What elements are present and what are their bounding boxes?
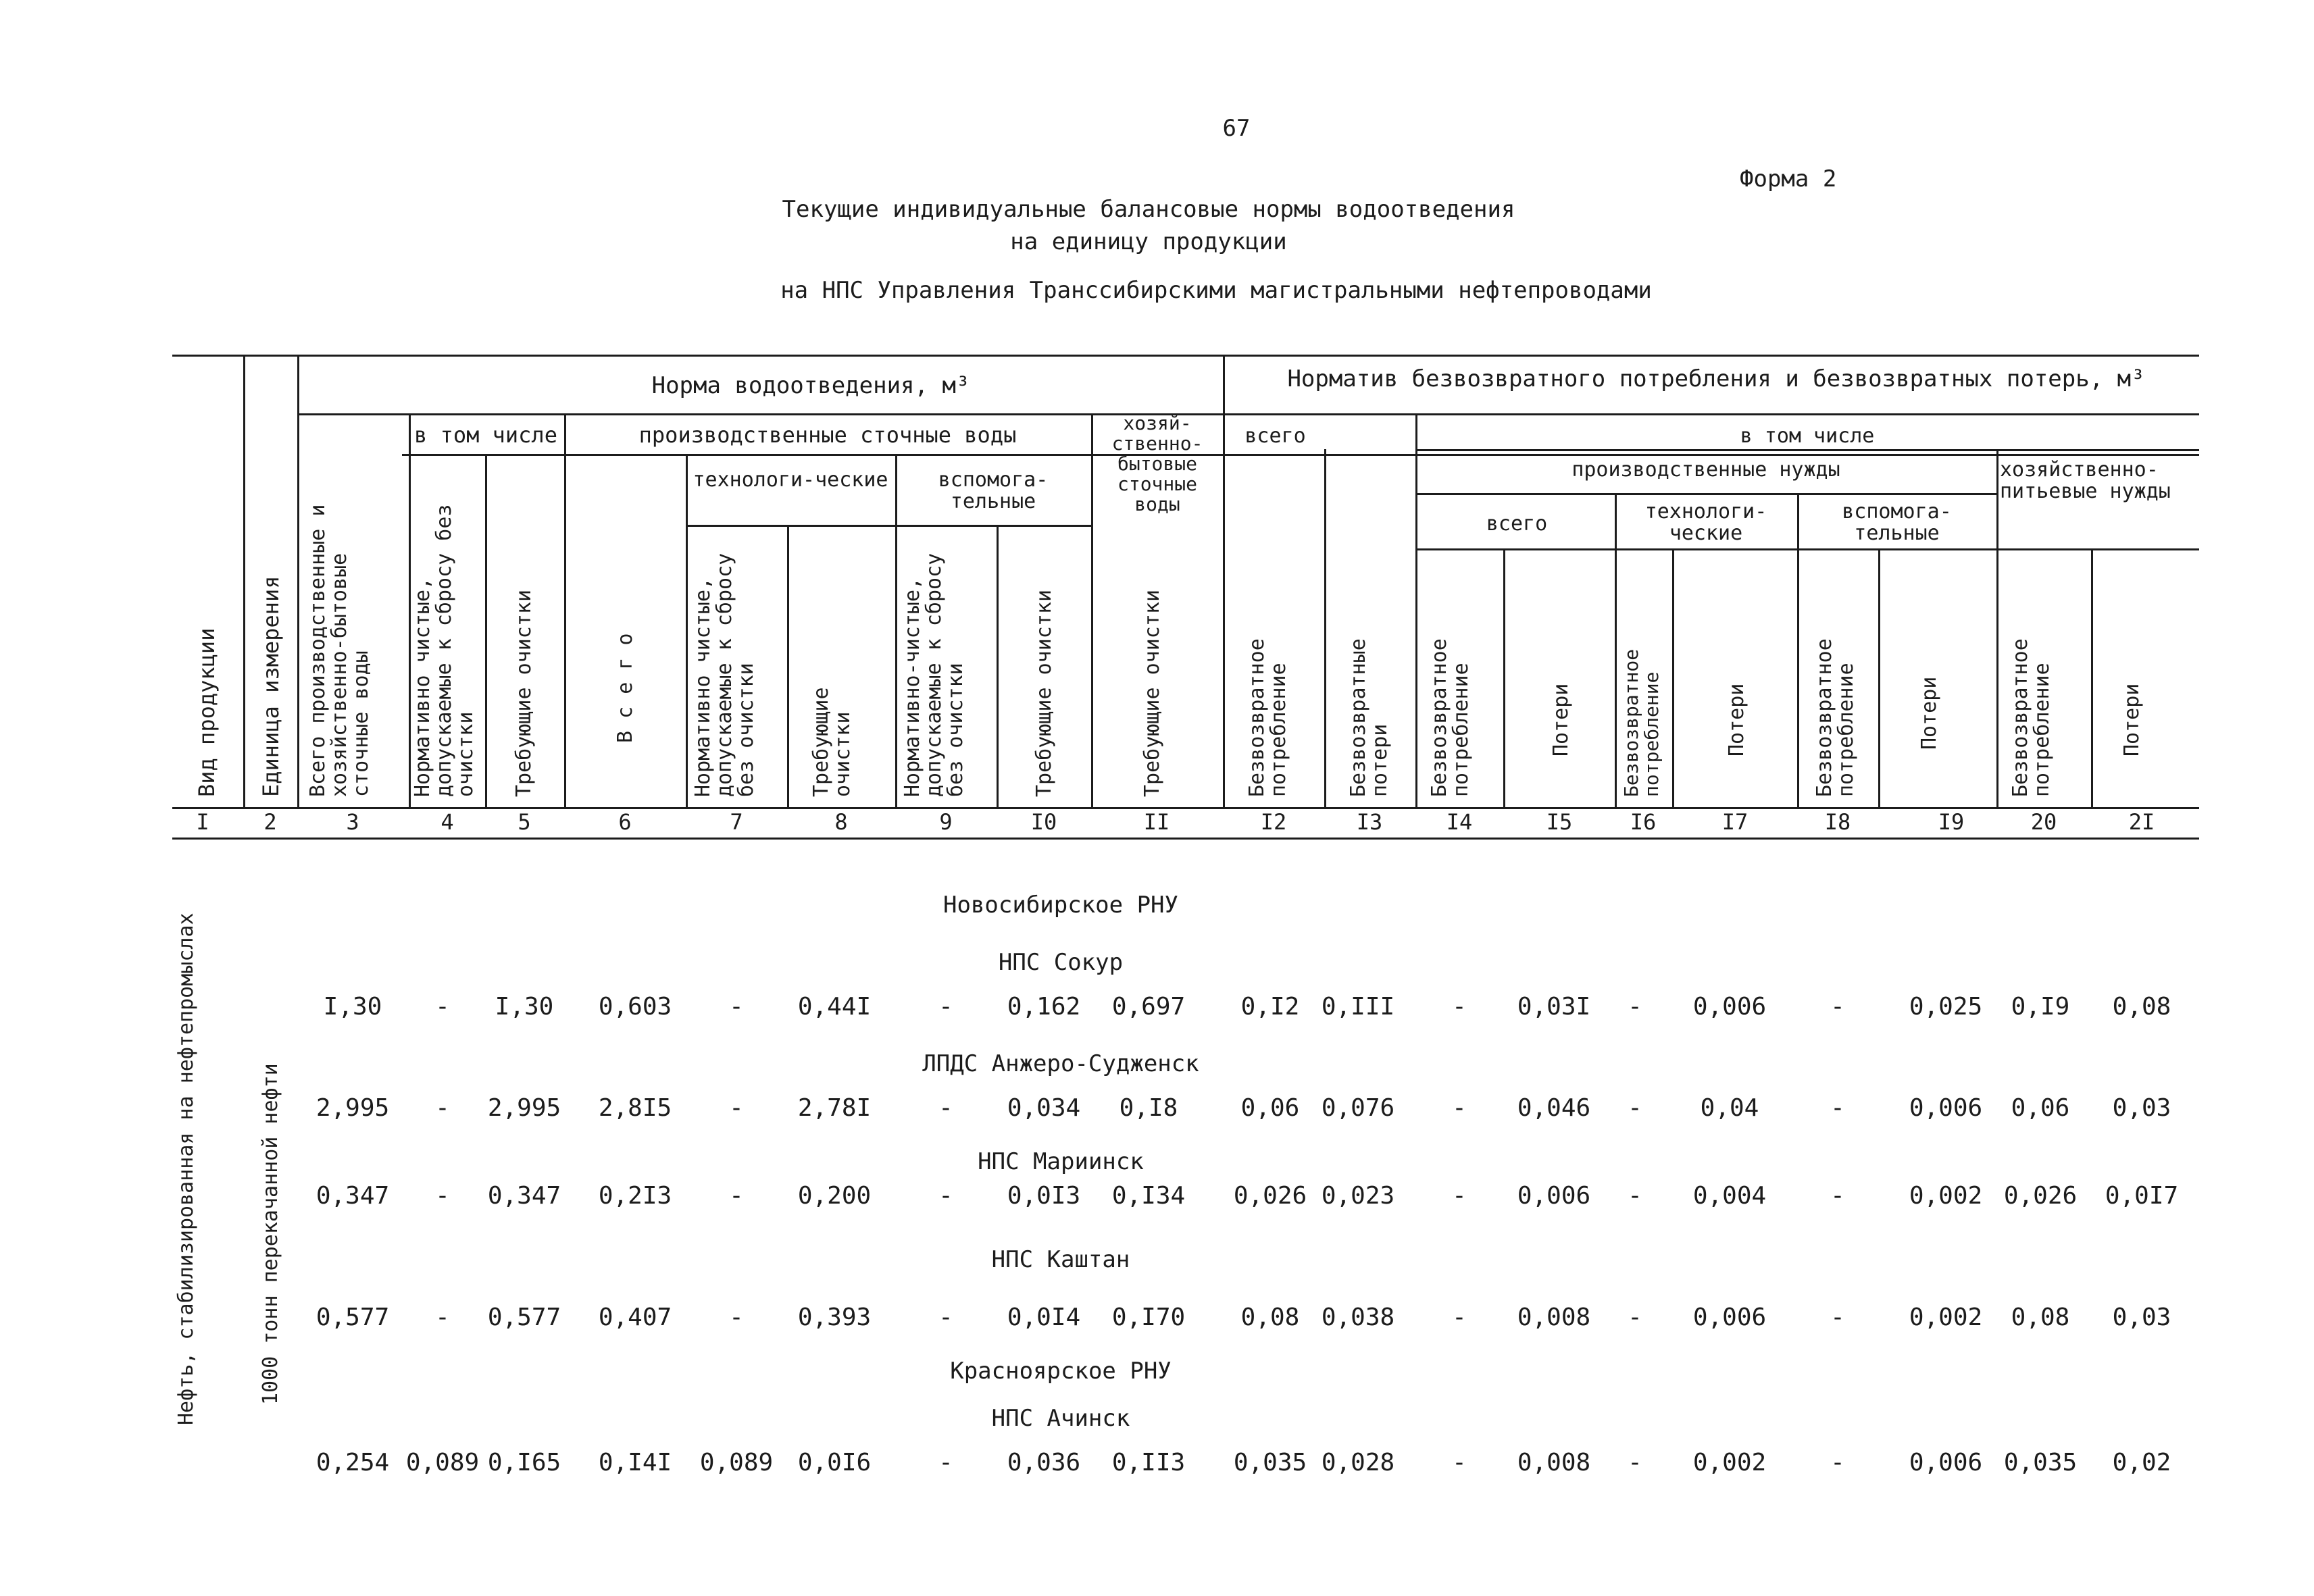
table-cell: 0,03 xyxy=(2112,1094,2171,1122)
table-cell: 0,02 xyxy=(2112,1449,2171,1476)
table-cell: - xyxy=(729,1304,744,1331)
column-number: I7 xyxy=(1721,809,1749,835)
column-number: 20 xyxy=(2030,809,2057,835)
table-cell: 0,06 xyxy=(2011,1094,2070,1122)
table-cell: 0,08 xyxy=(2112,993,2171,1021)
table-cell: 0,002 xyxy=(1909,1304,1983,1331)
column-number: 2I xyxy=(2128,809,2155,835)
norma-group-heading: Норма водоотведения, м³ xyxy=(651,372,970,399)
table-cell: 0,I9 xyxy=(2011,993,2070,1021)
table-cell: I,30 xyxy=(495,993,554,1021)
table-cell: 0,035 xyxy=(1233,1449,1307,1476)
column-number: 2 xyxy=(263,809,277,835)
table-cell: 0,254 xyxy=(316,1449,390,1476)
table-cell: 0,035 xyxy=(2003,1449,2078,1476)
table-cell: - xyxy=(1628,1182,1642,1210)
table-cell: 0,08 xyxy=(2011,1304,2070,1331)
column-number: II xyxy=(1143,809,1170,835)
col-17-heading: Потери xyxy=(1725,683,1749,756)
column-number: I2 xyxy=(1260,809,1287,835)
table-cell: 0,2I3 xyxy=(598,1182,672,1210)
table-cell: 0,0I6 xyxy=(797,1449,872,1476)
table-cell: - xyxy=(1830,993,1845,1021)
table-cell: 0,034 xyxy=(1007,1094,1081,1122)
column-number: I3 xyxy=(1356,809,1383,835)
table-cell: 0,08 xyxy=(1240,1304,1300,1331)
col-4-heading: Нормативно чистые, допускаемые к сбросу без очистки xyxy=(411,504,478,797)
title-line-2: на единицу продукции xyxy=(1010,228,1287,255)
table-cell: - xyxy=(1628,1094,1642,1122)
column-number: I4 xyxy=(1446,809,1473,835)
proizv-stoch-heading: производственные сточные воды xyxy=(638,422,1017,448)
column-number: I6 xyxy=(1630,809,1657,835)
col-21-heading: Потери xyxy=(2120,683,2144,756)
table-cell: 0,577 xyxy=(316,1304,390,1331)
col-3-heading: Всего производственные и хозяйственно-бытовые сточные воды xyxy=(306,504,373,797)
column-number: 9 xyxy=(939,809,953,835)
col-14-heading: Безвозвратное потребление xyxy=(1428,638,1473,797)
table-cell: 2,995 xyxy=(487,1094,561,1122)
page-number: 67 xyxy=(1222,115,1251,142)
column-number: 5 xyxy=(518,809,531,835)
vsego-heading: всего xyxy=(1244,424,1306,448)
table-cell: 0,200 xyxy=(797,1182,872,1210)
table-cell: 0,697 xyxy=(1111,993,1186,1021)
col-2-heading: Единица измерения xyxy=(258,575,284,797)
column-number: I8 xyxy=(1824,809,1851,835)
table-cell: 0,06 xyxy=(1240,1094,1300,1122)
station-name: ЛПДС Анжеро-Судженск xyxy=(922,1050,1199,1077)
table-cell: 0,023 xyxy=(1321,1182,1395,1210)
hoz-pit-heading: хозяйственно-питьевые нужды xyxy=(2000,458,2171,503)
table-cell: 0,046 xyxy=(1517,1094,1591,1122)
table-cell: - xyxy=(938,993,953,1021)
table-cell: - xyxy=(938,1449,953,1476)
table-cell: 0,I4I xyxy=(598,1449,672,1476)
vspomog-heading: вспомога-тельные xyxy=(938,468,1049,513)
table-cell: 0,036 xyxy=(1007,1449,1081,1476)
table-cell: 0,I70 xyxy=(1111,1304,1186,1331)
table-cell: 0,026 xyxy=(2003,1182,2078,1210)
table-cell: - xyxy=(1628,993,1642,1021)
table-cell: 0,44I xyxy=(797,993,872,1021)
col-8-heading: Требующие очистки xyxy=(809,687,855,797)
col-13-heading: Безвозвратные потери xyxy=(1347,638,1392,797)
col-9-heading: Нормативно-чистые, допускаемые к сбросу без очистки xyxy=(901,552,967,797)
table-cell: 0,0I3 xyxy=(1007,1182,1081,1210)
table-cell: - xyxy=(729,993,744,1021)
table-cell: - xyxy=(1452,1304,1467,1331)
table-cell: 0,006 xyxy=(1909,1094,1983,1122)
title-line-3: на НПС Управления Транссибирскими магистральными нефтепроводами xyxy=(780,277,1652,304)
column-number: I0 xyxy=(1030,809,1057,835)
normativ-group-heading: Норматив безвозвратного потребления и безвозвратных потерь, м³ xyxy=(1287,365,2145,392)
table-cell: 0,0I7 xyxy=(2105,1182,2179,1210)
col-6-heading: В с е г о xyxy=(613,633,637,743)
table-cell: - xyxy=(1628,1449,1642,1476)
table-cell: - xyxy=(1830,1449,1845,1476)
col-16-heading: Безвозвратное потребление xyxy=(1620,648,1663,797)
table-cell: 0,006 xyxy=(1517,1182,1591,1210)
table-cell: 0,026 xyxy=(1233,1182,1307,1210)
col-15-heading: Потери xyxy=(1549,683,1573,756)
table-cell: 0,I65 xyxy=(487,1449,561,1476)
column-number: 8 xyxy=(834,809,848,835)
table-cell: 0,162 xyxy=(1007,993,1081,1021)
table-cell: 0,603 xyxy=(598,993,672,1021)
col-5-heading: Требующие очистки xyxy=(512,589,536,797)
table-cell: - xyxy=(435,993,450,1021)
table-cell: 0,004 xyxy=(1692,1182,1767,1210)
form-label: Форма 2 xyxy=(1740,165,1837,192)
column-number: I9 xyxy=(1938,809,1965,835)
column-number: I xyxy=(196,809,209,835)
table-cell: - xyxy=(729,1094,744,1122)
col-7-heading: Нормативно чистые, допускаемые к сбросу без очистки xyxy=(691,552,758,797)
table-cell: - xyxy=(1452,1182,1467,1210)
section-rnu-1: Новосибирское РНУ xyxy=(943,892,1178,919)
table-cell: 0,I8 xyxy=(1119,1094,1178,1122)
col-1-heading: Вид продукции xyxy=(194,627,220,797)
table-cell: 0,03 xyxy=(2112,1304,2171,1331)
column-number: 6 xyxy=(618,809,632,835)
table-cell: - xyxy=(1830,1304,1845,1331)
table-cell: - xyxy=(435,1182,450,1210)
table-cell: 0,076 xyxy=(1321,1094,1395,1122)
table-cell: 0,347 xyxy=(487,1182,561,1210)
column-number: 4 xyxy=(441,809,454,835)
table-cell: 0,008 xyxy=(1517,1304,1591,1331)
table-cell: 0,03I xyxy=(1517,993,1591,1021)
table-cell: 0,002 xyxy=(1909,1182,1983,1210)
col-10-heading: Требующие очистки xyxy=(1032,589,1056,797)
table-cell: 0,III xyxy=(1321,993,1395,1021)
table-cell: 0,038 xyxy=(1321,1304,1395,1331)
column-number: I5 xyxy=(1546,809,1573,835)
hoz-byt-heading: хозяй-ственно-бытовые сточные воды xyxy=(1111,412,1203,515)
station-name: НПС Каштан xyxy=(991,1246,1130,1273)
table-cell: 0,025 xyxy=(1909,993,1983,1021)
table-cell: 2,995 xyxy=(316,1094,390,1122)
table-cell: 0,089 xyxy=(405,1449,480,1476)
table-cell: - xyxy=(1452,993,1467,1021)
table-cell: 0,002 xyxy=(1692,1449,1767,1476)
table-cell: 0,008 xyxy=(1517,1449,1591,1476)
table-cell: 0,577 xyxy=(487,1304,561,1331)
table-cell: - xyxy=(1830,1094,1845,1122)
table-cell: 0,0I4 xyxy=(1007,1304,1081,1331)
table-cell: - xyxy=(435,1304,450,1331)
table-cell: 0,407 xyxy=(598,1304,672,1331)
table-cell: 0,006 xyxy=(1692,1304,1767,1331)
table-cell: 0,II3 xyxy=(1111,1449,1186,1476)
table-cell: 0,347 xyxy=(316,1182,390,1210)
station-name: НПС Мариинск xyxy=(978,1148,1144,1175)
col-19-heading: Потери xyxy=(1917,676,1941,750)
table-cell: 0,I34 xyxy=(1111,1182,1186,1210)
v-tom-chisle-heading: в том числе xyxy=(414,422,557,448)
table-cell: 0,04 xyxy=(1700,1094,1759,1122)
proizv-nuzhdy-heading: производственные нужды xyxy=(1571,458,1840,482)
table-cell: - xyxy=(435,1094,450,1122)
column-number: 7 xyxy=(730,809,743,835)
station-name: НПС Ачинск xyxy=(991,1405,1130,1432)
table-cell: - xyxy=(1628,1304,1642,1331)
col-12-heading: Безвозвратное потребление xyxy=(1245,638,1290,797)
tehnolog-2-heading: технологи-ческие xyxy=(1644,500,1767,545)
table-cell: 0,393 xyxy=(797,1304,872,1331)
column-number: 3 xyxy=(346,809,359,835)
table-cell: - xyxy=(1830,1182,1845,1210)
col-18-heading: Безвозвратное потребление xyxy=(1813,638,1858,797)
col-20-heading: Безвозвратное потребление xyxy=(2009,638,2054,797)
vsego-2-heading: всего xyxy=(1486,512,1548,536)
table-cell: - xyxy=(938,1094,953,1122)
table-cell: - xyxy=(1452,1449,1467,1476)
product-name: Нефть, стабилизированная на нефтепромыслах xyxy=(174,912,198,1425)
table-cell: - xyxy=(938,1182,953,1210)
title-line-1: Текущие индивидуальные балансовые нормы водоотведения xyxy=(782,196,1515,223)
unit-name: 1000 тонн перекачанной нефти xyxy=(259,1063,282,1405)
table-cell: - xyxy=(938,1304,953,1331)
table-cell: - xyxy=(1452,1094,1467,1122)
table-cell: 0,006 xyxy=(1909,1449,1983,1476)
table-cell: - xyxy=(729,1182,744,1210)
tehnolog-heading: технологи-ческие xyxy=(693,468,888,492)
table-cell: 0,028 xyxy=(1321,1449,1395,1476)
table-cell: 0,089 xyxy=(699,1449,774,1476)
v-tom-chisle-2-heading: в том числе xyxy=(1740,424,1875,448)
table-cell: I,30 xyxy=(323,993,382,1021)
station-name: НПС Сокур xyxy=(998,949,1124,976)
section-rnu-2: Красноярское РНУ xyxy=(950,1358,1172,1385)
col-11-heading: Требующие очистки xyxy=(1140,589,1164,797)
table-cell: 0,I2 xyxy=(1240,993,1300,1021)
table-cell: 0,006 xyxy=(1692,993,1767,1021)
vspomog-2-heading: вспомога-тельные xyxy=(1842,500,1952,545)
table-cell: 2,8I5 xyxy=(598,1094,672,1122)
table-cell: 2,78I xyxy=(797,1094,872,1122)
